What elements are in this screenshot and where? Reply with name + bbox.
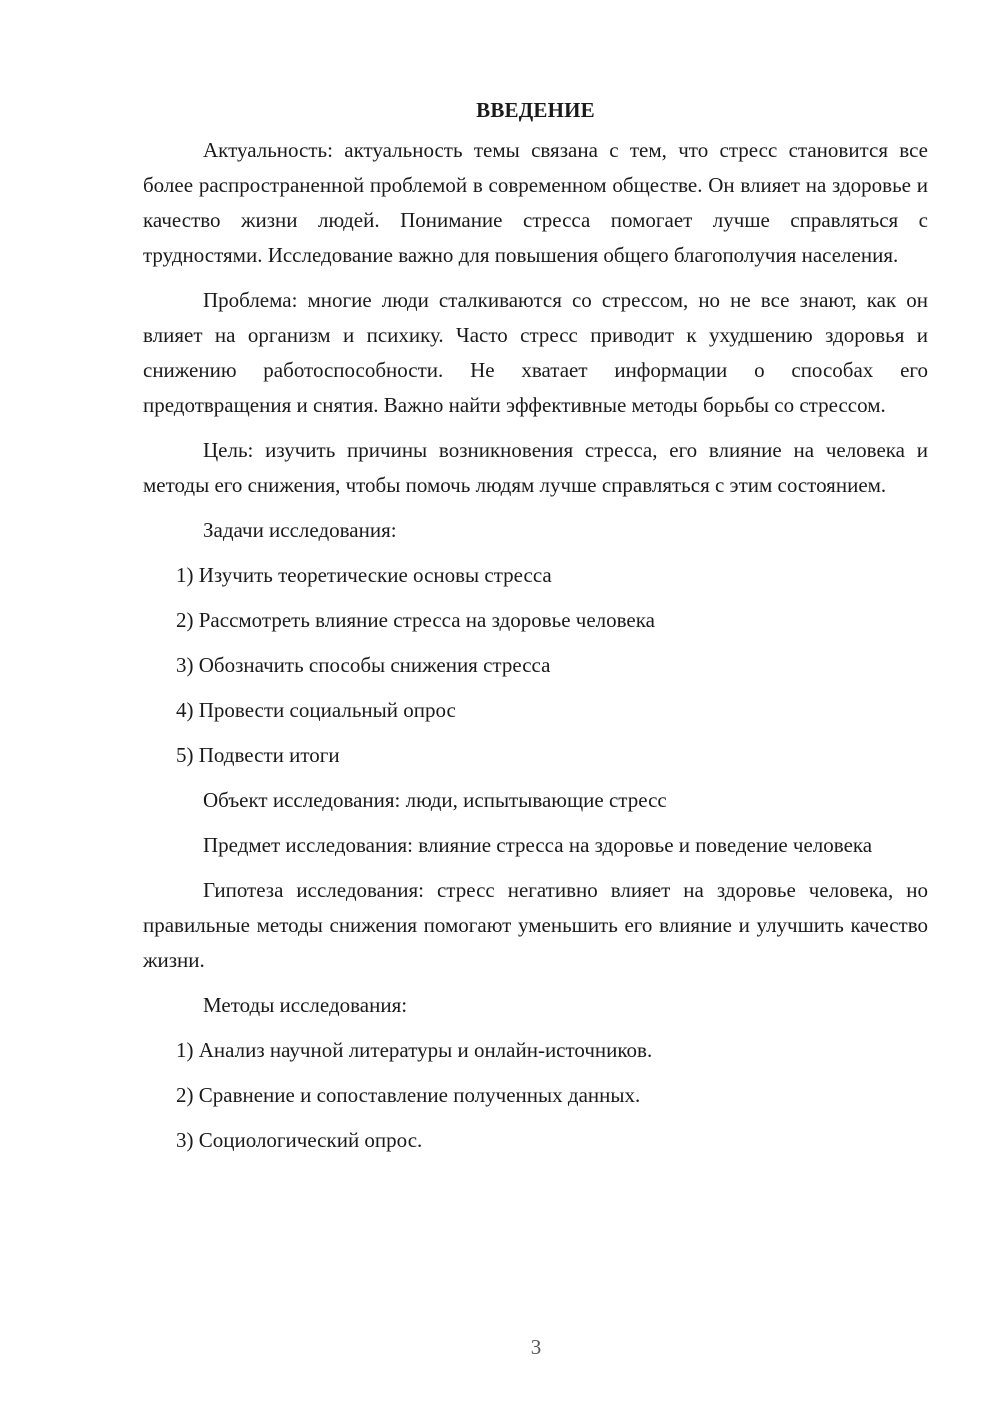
page-number: 3 bbox=[530, 1335, 542, 1359]
methods-heading: Методы исследования: bbox=[203, 993, 408, 1017]
page-content bbox=[143, 96, 928, 1168]
method-item: 2) Сравнение и сопоставление полученных данных. bbox=[176, 1083, 641, 1107]
hypothesis-paragraph: Гипотеза исследования: стресс негативно влияет на здоровье человека, но правильные методы снижения помогают уменьшить его влияние и улучшить качество жизни. bbox=[143, 878, 928, 972]
method-item: 3) Социологический опрос. bbox=[176, 1128, 423, 1152]
object-line: Объект исследования: люди, испытывающие стресс bbox=[203, 788, 667, 812]
task-item: 2) Рассмотреть влияние стресса на здоровье человека bbox=[176, 608, 655, 632]
task-item: 1) Изучить теоретические основы стресса bbox=[176, 563, 552, 587]
task-item: 5) Подвести итоги bbox=[176, 743, 340, 767]
task-item: 4) Провести социальный опрос bbox=[176, 698, 456, 722]
tasks-list bbox=[143, 558, 928, 773]
goal-paragraph: Цель: изучить причины возникновения стресса, его влияние на человека и методы его снижения, чтобы помочь людям лучше справляться с этим состоянием. bbox=[143, 438, 928, 497]
method-item: 1) Анализ научной литературы и онлайн-источников. bbox=[176, 1038, 653, 1062]
relevance-paragraph: Актуальность: актуальность темы связана с тем, что стресс становится все более распространенной проблемой в современном обществе. Он влияет на здоровье и качество жизни людей. Понимание стресса помогает лучше справляться с трудностями. Исследование важно для повышения общего благополучия населения. bbox=[143, 138, 928, 267]
subject-paragraph: Предмет исследования: влияние стресса на здоровье и поведение человека bbox=[203, 833, 873, 857]
section-title: ВВЕДЕНИЕ bbox=[476, 98, 595, 122]
task-item: 3) Обозначить способы снижения стресса bbox=[176, 653, 551, 677]
methods-list bbox=[143, 1033, 928, 1158]
tasks-heading: Задачи исследования: bbox=[203, 518, 397, 542]
problem-paragraph: Проблема: многие люди сталкиваются со стрессом, но не все знают, как он влияет на организм и психику. Часто стресс приводит к ухудшению здоровья и снижению работоспособности. Не хватает информации о способах его предотвращения и снятия. Важно найти эффективные методы борьбы со стрессом. bbox=[143, 288, 928, 417]
